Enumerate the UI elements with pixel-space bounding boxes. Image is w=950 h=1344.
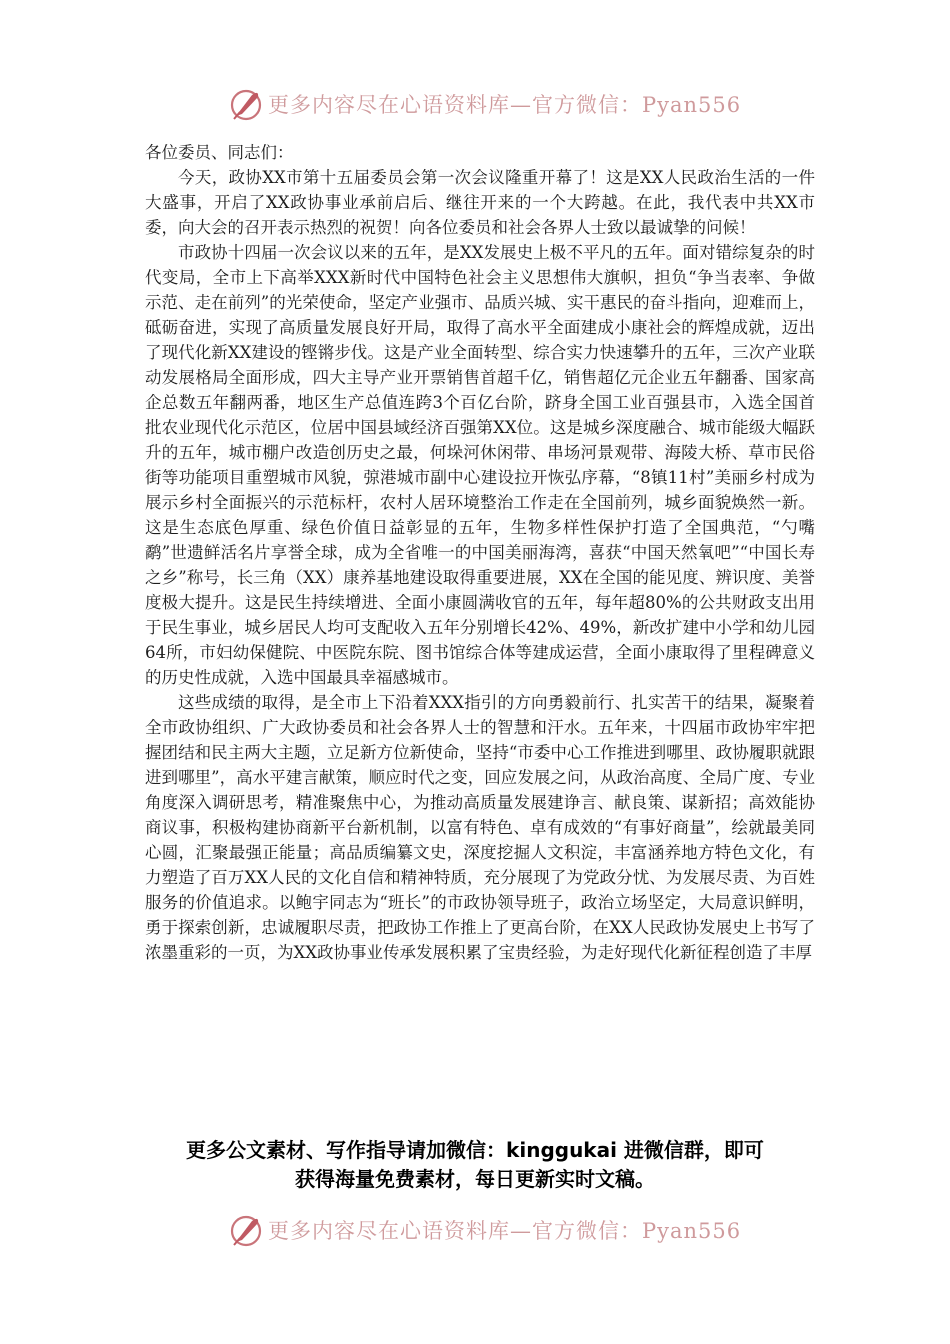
header-banner-text: 更多内容尽在心语资料库—官方微信：Pyan556 — [268, 93, 742, 117]
salutation: 各位委员、同志们： — [145, 143, 294, 162]
promo-line-1: 更多公文素材、写作指导请加微信：kinggukai 进微信群，即可 — [186, 1138, 764, 1162]
document-body — [145, 140, 815, 965]
pen-feather-logo-icon — [228, 86, 264, 122]
promo-notice — [120, 1136, 830, 1194]
footer-banner — [228, 1210, 741, 1250]
promo-line-2: 获得海量免费素材，每日更新实时文稿。 — [295, 1167, 655, 1191]
paragraph-2: 市政协十四届一次会议以来的五年，是XX发展史上极不平凡的五年。面对错综复杂的时代变局，全市上下高举XXX新时代中国特色社会主义思想伟大旗帜，担负“争当表率、争做示范、走在前列”的光荣使命，坚定产业强市、品质兴城、实干惠民的奋斗指向，迎难而上，砥砺奋进，实现了高质量发展良好开局，取得了高水平全面建成小康社会的辉煌成就，迈出了现代化新XX建设的铿锵步伐。这是产业全面转型、综合实力快速攀升的五年，三次产业联动发展格局全面形成，四大主导产业开票销售首超千亿，销售超亿元企业五年翻番、国家高企总数五年翻两番，地区生产总值连跨3个百亿台阶，跻身全国工业百强县市，入选全国首批农业现代化示范区，位居中国县域经济百强第XX位。这是城乡深度融合、城市能级大幅跃升的五年，城市棚户改造创历史之最，何垛河休闲带、串场河景观带、海陵大桥、草市民俗街等功能项目重塑城市风貌，弶港城市副中心建设拉开恢弘序幕，“8镇11村”美丽乡村成为展示乡村全面振兴的示范标杆，农村人居环境整治工作走在全国前列，城乡面貌焕然一新。这是生态底色厚重、绿色价值日益彰显的五年，生物多样性保护打造了全国典范，“勺嘴鹬”世遗鲜活名片享誉全球，成为全省唯一的中国美丽海湾，喜获“中国天然氧吧”“中国长寿之乡”称号，长三角（XX）康养基地建设取得重要进展，XX在全国的能见度、辨识度、美誉度极大提升。这是民生持续增进、全面小康圆满收官的五年，每年超80%的公共财政支出用于民生事业，城乡居民人均可支配收入五年分别增长42%、49%，新改扩建中小学和幼儿园64所，市妇幼保健院、中医院东院、图书馆综合体等建成运营，全面小康取得了里程碑意义的历史性成就，入选中国最具幸福感城市。 — [145, 243, 815, 687]
paragraph-1: 今天，政协XX市第十五届委员会第一次会议隆重开幕了！这是XX人民政治生活的一件大盛事，开启了XX政协事业承前启后、继往开来的一个大跨越。在此，我代表中共XX市委，向大会的召开表示热烈的祝贺！向各位委员和社会各界人士致以最诚挚的问候！ — [145, 168, 815, 237]
paragraph-3: 这些成绩的取得，是全市上下沿着XXX指引的方向勇毅前行、扎实苦干的结果，凝聚着全市政协组织、广大政协委员和社会各界人士的智慧和汗水。五年来，十四届市政协牢牢把握团结和民主两大主题，立足新方位新使命，坚持“市委中心工作推进到哪里、政协履职就跟进到哪里”，高水平建言献策，顺应时代之变，回应发展之问，从政治高度、全局广度、专业角度深入调研思考，精准聚焦中心，为推动高质量发展建诤言、献良策、谋新招；高效能协商议事，积极构建协商新平台新机制，以富有特色、卓有成效的“有事好商量”，绘就最美同心圆，汇聚最强正能量；高品质编纂文史，深度挖掘人文积淀，丰富涵养地方特色文化，有力塑造了百万XX人民的文化自信和精神特质，充分展现了为党政分忧、为发展尽责、为百姓服务的价值追求。以鲍宇同志为“班长”的市政协领导班子，政治立场坚定，大局意识鲜明，勇于探索创新，忠诚履职尽责，把政协工作推上了更高台阶，在XX人民政协发展史上书写了浓墨重彩的一页，为XX政协事业传承发展积累了宝贵经验，为走好现代化新征程创造了丰厚 — [145, 693, 815, 962]
header-banner — [228, 84, 741, 124]
footer-banner-text: 更多内容尽在心语资料库—官方微信：Pyan556 — [268, 1219, 742, 1243]
pen-feather-logo-icon — [228, 1212, 264, 1248]
